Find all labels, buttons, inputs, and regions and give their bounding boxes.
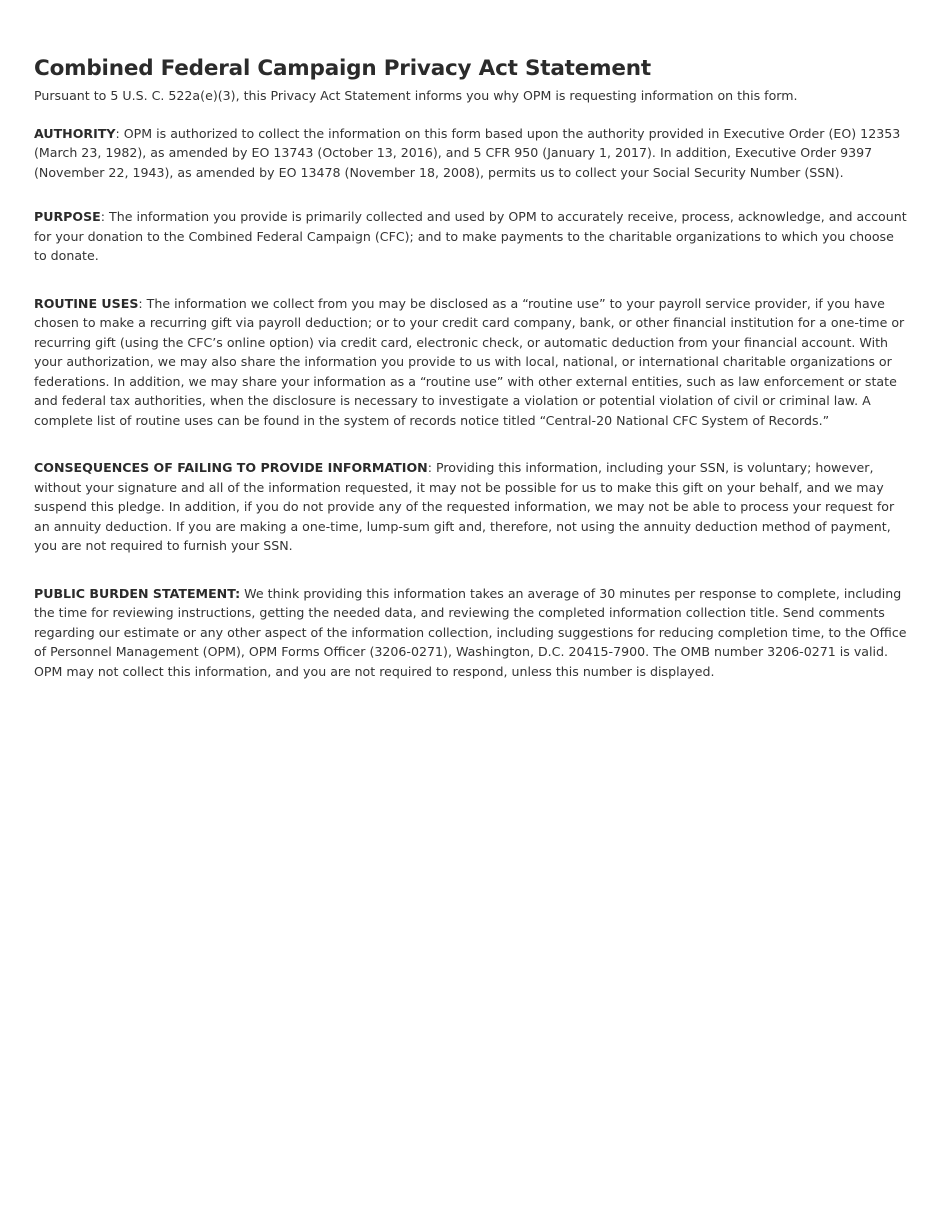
section-routine-uses-label: ROUTINE USES xyxy=(34,295,139,311)
section-consequences-label: CONSEQUENCES OF FAILING TO PROVIDE INFORMATION xyxy=(34,460,428,475)
section-separator: : xyxy=(138,295,147,311)
section-purpose-label: PURPOSE xyxy=(34,209,101,224)
section-authority-text: OPM is authorized to collect the information on this form based upon the authority provided in Executive Order (EO) 12353 (March 23, 1982), as amended by EO 13743 (October 13, 2016), and 5 CFR 950 (January 1, 2017). In addition, Executive Order 9397 (November 22, 1943), as amended by EO 13478 (November 18, 2008), permits us to collect your Social Security Number (SSN). xyxy=(34,125,901,180)
section-separator: : xyxy=(115,125,124,141)
section-public-burden xyxy=(34,584,910,682)
section-authority xyxy=(34,124,910,183)
section-public-burden-text: We think providing this information takes an average of 30 minutes per response to complete, including the time for reviewing instructions, getting the needed data, and reviewing the completed information collection title. Send comments regarding our estimate or any other aspect of the information collection, including suggestions for reducing completion time, to the Office of Personnel Management (OPM), OPM Forms Officer (3206-0271), Washington, D.C. 20415-7900. The OMB number 3206-0271 is valid. OPM may not collect this information, and you are not required to respond, unless this number is displayed. xyxy=(34,585,907,679)
section-authority-label: AUTHORITY xyxy=(34,125,116,141)
section-separator: : xyxy=(427,460,436,475)
section-routine-uses-text: The information we collect from you may be disclosed as a “routine use” to your payroll service provider, if you have chosen to make a recurring gift via payroll deduction; or to your credit card company, bank, or other financial institution for a one-time or recurring gift (using the CFC’s online option) via credit card, electronic check, or automatic deduction from your financial account. With your authorization, we may also share the information you provide to us with local, national, or international charitable organizations or federations. In addition, we may share your information as a “routine use” with other external entities, such as law enforcement or state and federal tax authorities, when the disclosure is necessary to investigate a violation or potential violation of civil or criminal law. A complete list of routine uses can be found in the system of records notice titled “Central-20 National CFC System of Records.” xyxy=(34,295,905,428)
section-purpose xyxy=(34,207,910,266)
section-consequences-text: Providing this information, including your SSN, is voluntary; however, without your signature and all of the information requested, it may not be possible for us to make this gift on your behalf, and we may suspend this pledge. In addition, if you do not provide any of the requested information, we may not be able to process your request for an annuity deduction. If you are making a one-time, lump-sum gift and, therefore, not using the annuity deduction method of payment, you are not required to furnish your SSN. xyxy=(34,460,895,553)
section-purpose-text: The information you provide is primarily collected and used by OPM to accurately receive, process, acknowledge, and account for your donation to the Combined Federal Campaign (CFC); and to make payments to the charitable organizations to which you choose to donate. xyxy=(34,209,907,263)
section-routine-uses xyxy=(34,294,910,431)
section-public-burden-label: PUBLIC BURDEN STATEMENT: xyxy=(34,585,241,601)
page-title: Combined Federal Campaign Privacy Act Statement xyxy=(34,56,651,81)
intro-text: Pursuant to 5 U.S. C. 522a(e)(3), this Privacy Act Statement informs you why OPM is requesting information on this form. xyxy=(34,88,798,103)
section-consequences xyxy=(34,458,910,556)
section-separator: : xyxy=(100,209,110,224)
